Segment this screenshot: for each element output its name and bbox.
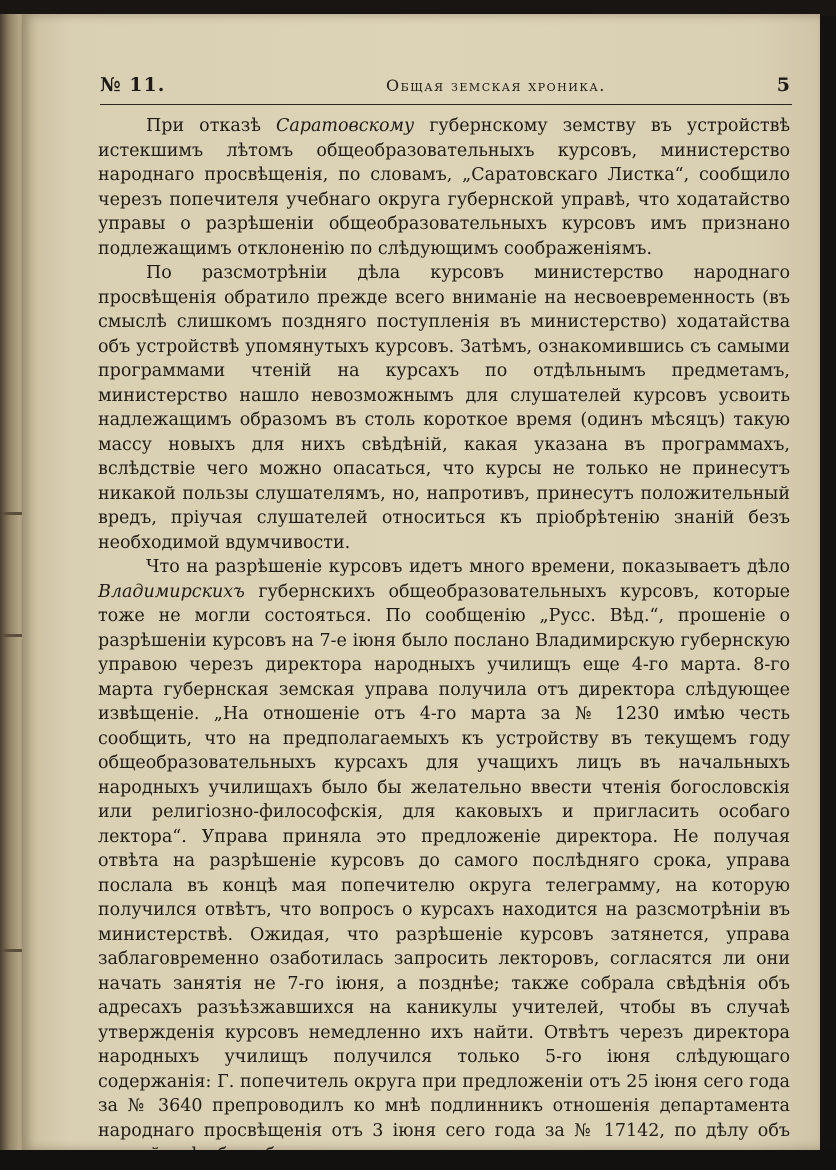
scan-bottom-border — [0, 1150, 836, 1170]
running-header — [100, 70, 792, 104]
emphasis-saratov: Саратовскому — [275, 116, 415, 136]
paragraph-1: При отказѣ Саратовскому губернскому земству въ устройствѣ истекшимъ лѣтомъ общеобразовательныхъ курсовъ, министерство народнаго просвѣщенія, по словамъ, „Саратовскаго Листка“, сообщило черезъ попечителя учебнаго округа губернской управѣ, что ходатайство управы о разрѣшеніи общеобразовательныхъ курсовъ имъ признано подлежащимъ отклоненію по слѣдующимъ соображеніямъ. — [98, 116, 790, 259]
body-text — [98, 114, 790, 1168]
issue-number: № 11. — [100, 74, 166, 96]
section-title: Общая земская хроника. — [386, 76, 606, 95]
emphasis-vladimir: Владимирскихъ — [98, 581, 245, 602]
page-number: 5 — [776, 74, 790, 96]
book-page — [22, 14, 820, 1150]
header-rule — [100, 104, 792, 105]
paragraph-3: Что на разрѣшеніе курсовъ идетъ много времени, показываетъ дѣло Владимирскихъ губернскихъ общеобразовательныхъ курсовъ, которые тоже не могли состояться. По сообщенію „Русс. Вѣд.“, прошеніе о разрѣшеніи курсовъ на 7-е іюня было послано Владимирскую губернскую управою черезъ директора народныхъ училищъ еще 4-го марта. 8-го марта губернская земская управа получила отъ директора слѣдующее извѣщеніе. „На отношеніе отъ 4-го марта за № 1230 имѣю честь сообщить, что на предполагаемыхъ къ устройству въ текущемъ году общеобразовательныхъ курсахъ для учащихъ лицъ въ начальныхъ народныхъ училищахъ было бы желательно ввести чтенія богословскія или религіозно-философскія, для каковыхъ и пригласить особаго лектора“. Управа приняла это предложеніе директора. Не получая отвѣта на разрѣшеніе курсовъ до самого послѣдняго срока, управа послала въ концѣ мая попечителю округа телеграмму, на которую получился отвѣтъ, что вопросъ о курсахъ находится на разсмотрѣніи въ министерствѣ. Ожидая, что разрѣшеніе курсовъ затянется, управа заблаговременно озаботилась запросить лекторовъ, согласятся ли они начать занятія не 7-го іюня, а позднѣе; также собрала свѣдѣнія объ адресахъ разъѣзжавшихся на каникулы учителей, чтобы въ случаѣ утвержденія курсовъ немедленно ихъ найти. Отвѣтъ черезъ директора народныхъ училищъ получился только 5-го іюня слѣдующаго содержанія: Г. попечитель округа при предложеніи отъ 25 іюня сего года за № 3640 препроводилъ ко мнѣ подлинникъ отношенія департамента народнаго просвѣщенія отъ 3 іюня сего года за № 17142, по дѣлу объ — [98, 557, 790, 1141]
paragraph-2: По разсмотрѣніи дѣла курсовъ министерство народнаго просвѣщенія обратило прежде всего вниманіе на несвоевременность (въ смыслѣ слишкомъ поздняго поступленія въ министерство) ходатайства объ устройствѣ упомянутыхъ курсовъ. Затѣмъ, ознакомившись съ самыми программами чтеній на курсахъ по отдѣльнымъ предметамъ, министерство нашло невозможнымъ для слушателей курсовъ усвоить надлежащимъ образомъ въ столь короткое время (одинъ мѣсяцъ) такую массу новыхъ для нихъ свѣдѣній, какая указана въ программахъ, вслѣдствіе чего можно опасаться, что курсы не только не принесутъ никакой пользы слушателямъ, но, напротивъ, принесутъ положительный вредъ, пріучая слушателей относиться къ пріобрѣтенію знаній безъ необходимой вдумчивости. — [98, 263, 790, 553]
